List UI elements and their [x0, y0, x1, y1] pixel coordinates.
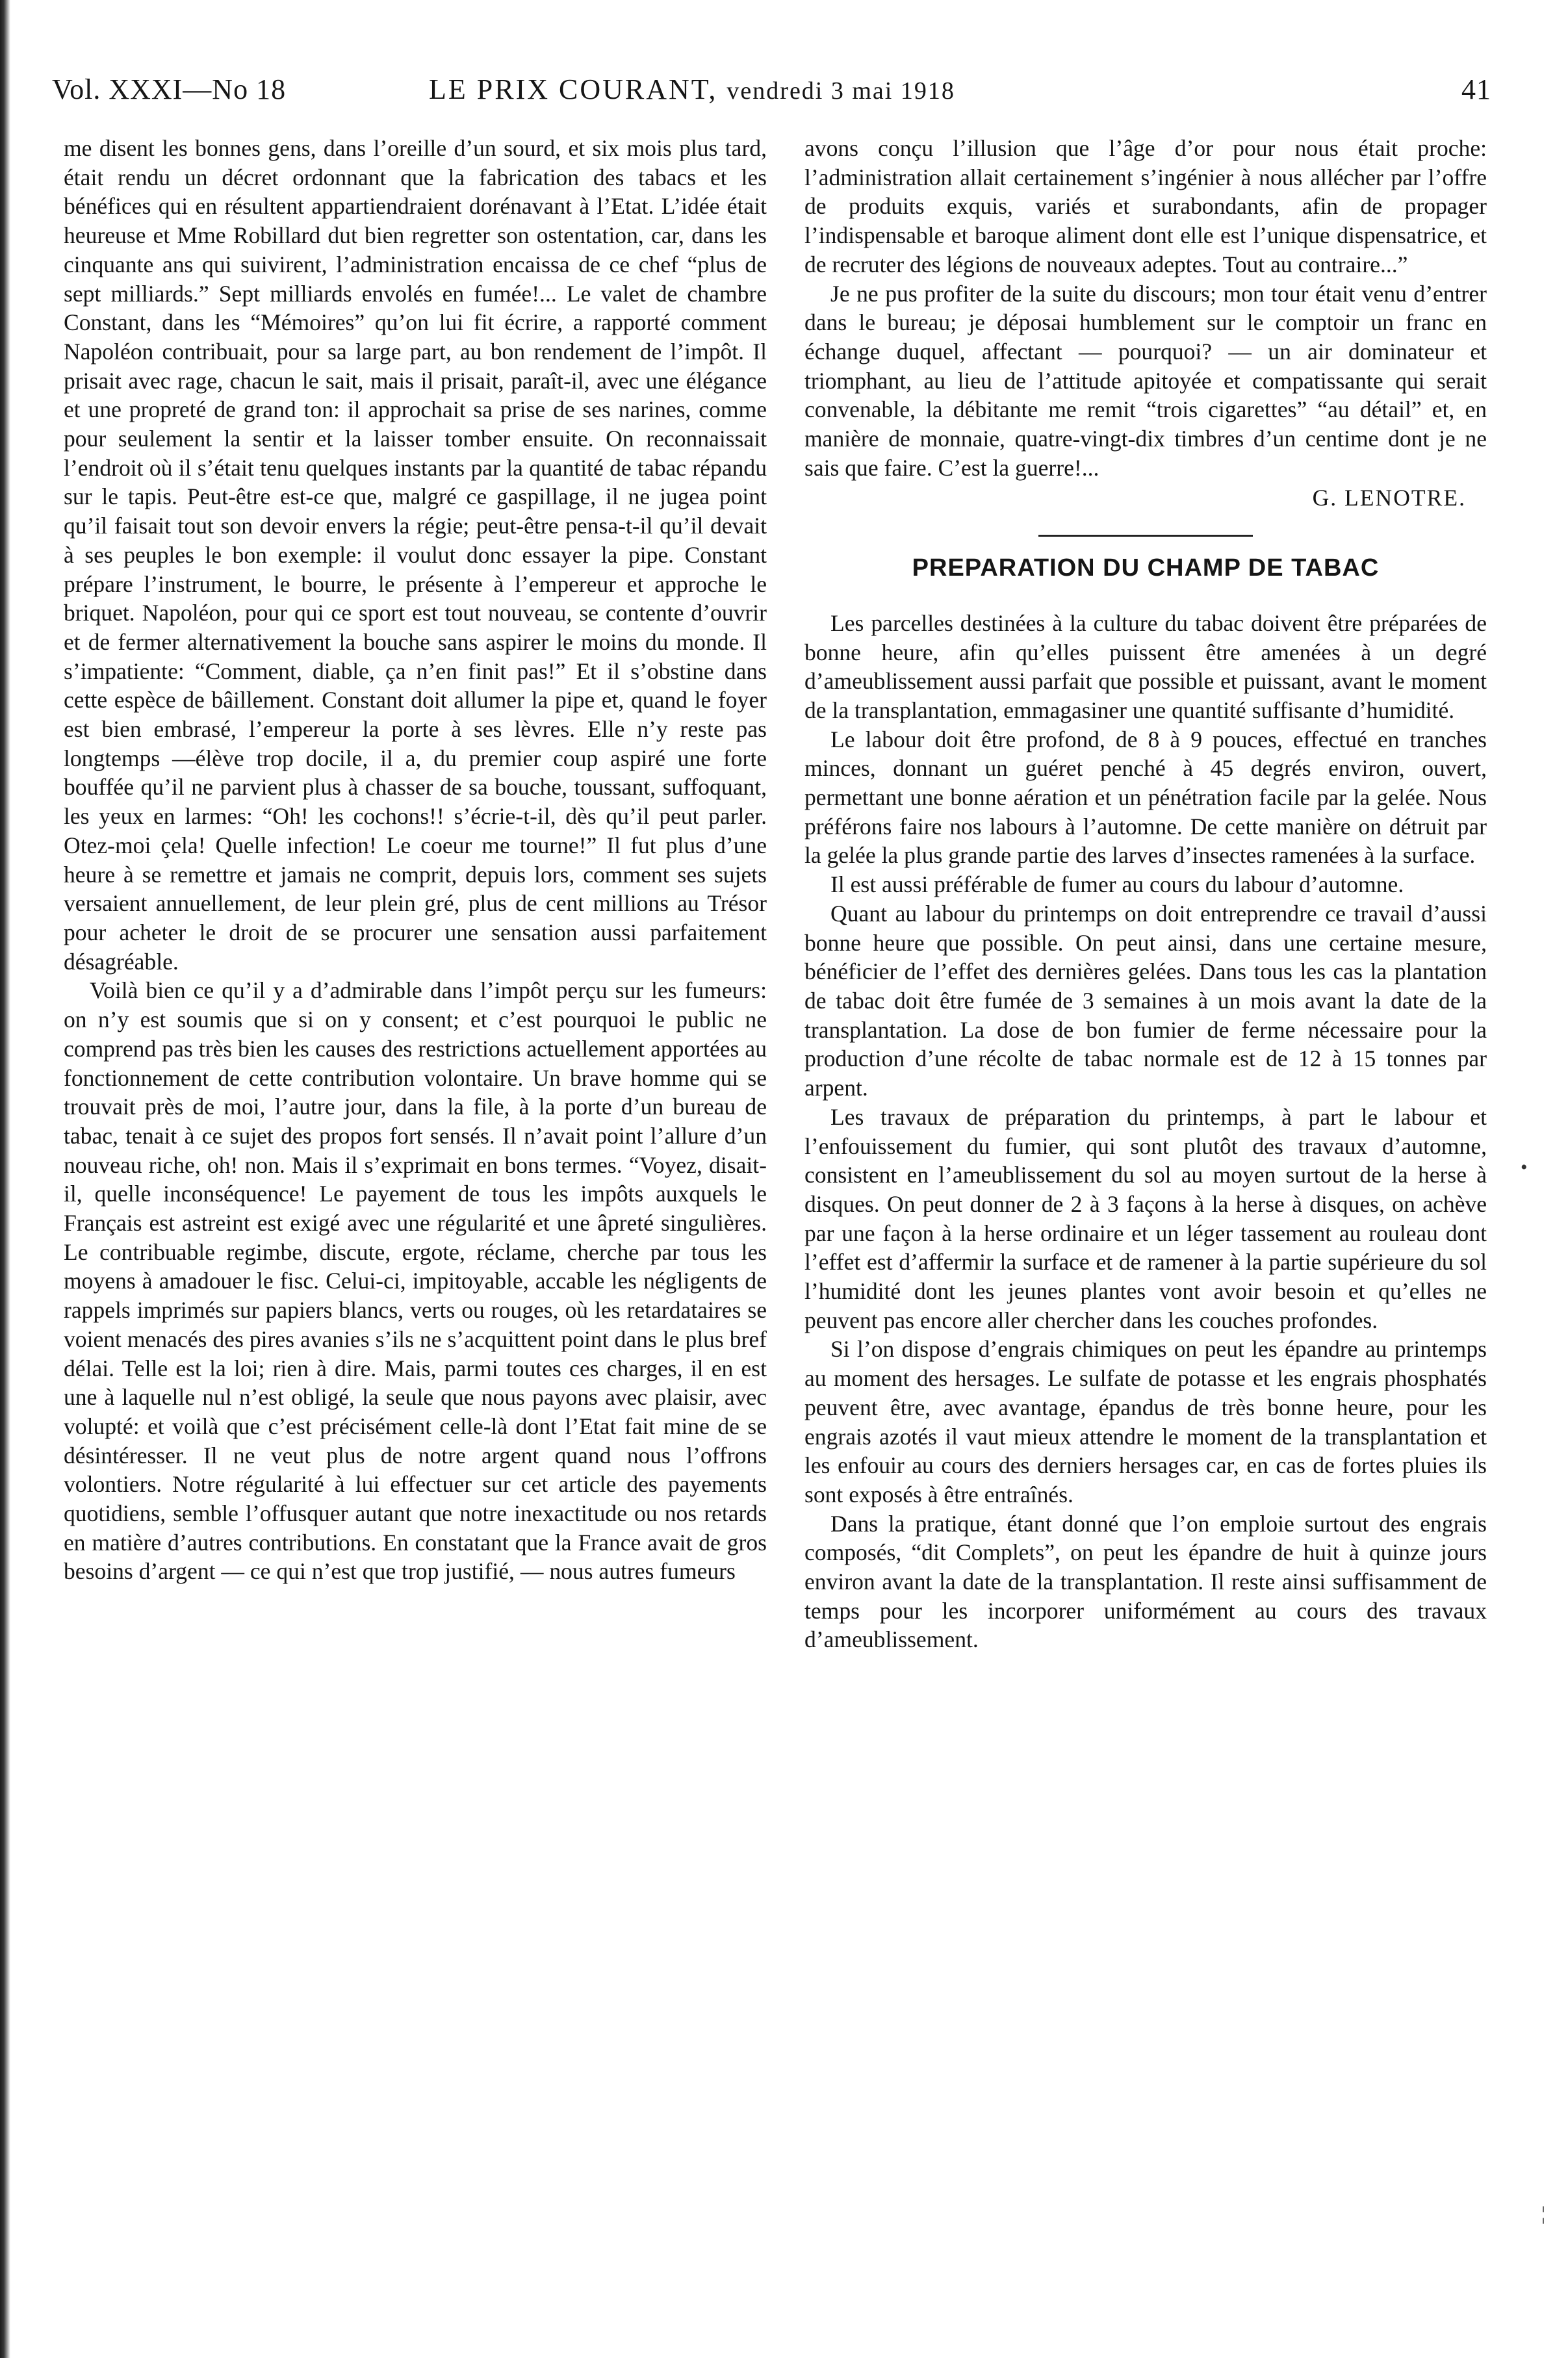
tabac-paragraph-5: Les travaux de préparation du printemps, à part le labour et l’enfouissement du fumier, qui sont plutôt des travaux d’automne, consistent en l’ameublissement du sol au moyen surtout de la herse à disques. On peut donner de 2 à 3 façons à la herse à disques, on achève par une façon à la herse ordinaire et un léger tassement au rouleau dont l’effet est d’affermir la surface et de ramener à la partie supérieure du sol l’humidité dont les jeunes plantes vont avoir besoin et qu’elles ne peuvent pas encore aller chercher dans les couches profondes. [804, 1103, 1487, 1333]
tabac-paragraph-6: Si l’on dispose d’engrais chimiques on peut les épandre au printemps au moment des hersages. Le sulfate de potasse et les engrais phosphatés peuvent être, avec avantage, épandus de très bonne heure, pour les engrais azotés il vaut mieux attendre le moment de la transplantation et les enfouir au cours des derniers hersages car, en cas de fortes pluies ils sont exposés à être entraînés. [804, 1336, 1487, 1507]
tabac-paragraph-1: Les parcelles destinées à la culture du tabac doivent être préparées de bonne heure, afin qu’elles puissent être amenées à un degré d’ameublissement aussi parfait que possible et puissant, avant le moment de la transplantation, emmagasiner une quantité suffisante d’humidité. [804, 609, 1487, 723]
author-signature: G. LENOTRE. [1312, 485, 1466, 511]
issue-date: vendredi 3 mai 1918 [726, 77, 955, 105]
left-paragraph-2: Voilà bien ce qu’il y a d’admirable dans l’impôt perçu sur les fumeurs: on n’y est soumis que si on y consent; et c’est pourquoi le public ne comprend pas très bien les causes des restrictions actuellement apportées au fonctionnement de cette contribution volontaire. Un brave homme qui se trouvait près de moi, l’autre jour, dans la file, à la porte d’un bureau de tabac, tenait à ce sujet des propos fort sensés. Il n’avait point l’allure d’un nouveau riche, oh! non. Mais il s’exprimait en bons termes. “Voyez, disait-il, quelle inconséquence! Le payement de tous les impôts auxquels le Français est astreint est exigé avec une régularité et une âpreté singulières. Le contribuable regimbe, discute, ergote, réclame, cherche par tous les moyens à amadouer le fisc. Celui-ci, impitoyable, accable les négligents de rappels imprimés sur papiers blancs, verts ou rouges, où les retardataires se voient menacés des pires avanies s’ils ne s’acquittent point dans le plus bref délai. Telle est la loi; rien à dire. Mais, parmi toutes ces charges, il en est une à laquelle nul n’est obligé, la seule que nous payons avec plaisir, avec volupté: et voilà que c’est précisément celle-là dont l’Etat fait mine de se désintéresser. Il ne veut plus de notre argent quand nous l’offrons volontiers. Notre régularité à lui effectuer sur cet article des payements quotidiens, semble l’offusquer autant que notre inexactitude ou nos retards en matière d’autres contributions. En constatant que la France avait de gros besoins d’argent — ce qui n’est que trop justifié, — nous autres fumeurs [64, 977, 767, 1585]
page-edge-shadow [0, 0, 10, 2358]
right-paragraph-2: Je ne pus profiter de la suite du discours; mon tour était venu d’entrer dans le bureau; je déposai humblement sur le comptoir un franc en échange duquel, affectant — pourquoi? — un air dominateur et triomphant, au lieu de l’attitude apitoyée et compatissante qui serait convenable, la débitante me remit “trois cigarettes” “au détail” et, en manière de monnaie, quatre-vingt-dix timbres d’un centime dont je ne sais que faire. C’est la guerre!... [804, 280, 1487, 481]
scan-speck-2: ¦ [1541, 2203, 1546, 2224]
page-number: 41 [1461, 73, 1491, 105]
volume-number: Vol. XXXI—No 18 [52, 73, 287, 105]
section-heading: PREPARATION DU CHAMP DE TABAC [912, 554, 1380, 582]
tabac-paragraph-7: Dans la pratique, étant donné que l’on emploie surtout des engrais composés, “dit Complets”, on peut les épandre de huit à quinze jours environ avant la date de la transplantation. Il reste ainsi suffisamment de temps pour les incorporer uniformément au cours des travaux d’ameublissement. [804, 1510, 1487, 1653]
section-divider [1038, 535, 1253, 537]
tabac-paragraph-4: Quant au labour du printemps on doit entreprendre ce travail d’aussi bonne heure que possible. On peut ainsi, dans une certaine mesure, bénéficier de l’effet des dernières gelées. Dans tous les cas la plantation de tabac doit être fumée de 3 semaines à un mois avant la date de la transplantation. La dose de bon fumier de ferme nécessaire pour la production d’une récolte de tabac normale est de 12 à 15 tonnes par arpent. [804, 900, 1487, 1101]
tabac-paragraph-3: Il est aussi préférable de fumer au cours du labour d’automne. [830, 871, 1404, 898]
publication-title [429, 73, 955, 106]
left-column [64, 134, 767, 1586]
right-paragraph-continued: avons conçu l’illusion que l’âge d’or pour nous était proche: l’administration allait certainement s’ingénier à nous allécher par l’offre de produits exquis, variés et surabondants, afin de propager l’indispensable et baroque aliment dont elle est l’unique dispensatrice, et de recruter des légions de nouveaux adeptes. Tout au contraire...” [804, 135, 1487, 277]
running-header [52, 73, 1491, 118]
scan-speck-1: • [1521, 1157, 1528, 1178]
publication-name: LE PRIX COURANT, [429, 73, 718, 105]
left-paragraph-1: me disent les bonnes gens, dans l’oreille d’un sourd, et six mois plus tard, était rendu un décret ordonnant que la fabrication des tabacs et les bénéfices qui en résultent appartiendraient dorénavant à l’Etat. L’idée était heureuse et Mme Robillard dut bien regretter son ostentation, car, dans les cinquante ans qui suivirent, l’administration encaissa de ce chef “plus de sept milliards.” Sept milliards envolés en fumée!... Le valet de chambre Constant, dans les “Mémoires” qu’on lui fit écrire, a rapporté comment Napoléon contribuait, pour sa large part, au bon rendement de l’impôt. Il prisait avec rage, chacun le sait, mais il prisait, paraît-il, avec une élégance et une propreté de grand ton: il approchait sa prise de ses narines, comme pour seulement la sentir et la laisser tomber ensuite. On reconnaissait l’endroit où il s’était tenu quelques instants par la quantité de tabac répandu sur le tapis. Peut-être est-ce que, malgré ce gaspillage, il ne jugea point qu’il faisait tout son devoir envers la régie; peut-être pensa-t-il qu’il devait à ses peuples le bon exemple: il voulut donc essayer la pipe. Constant prépare l’instrument, le bourre, le présente à l’empereur et approche le briquet. Napoléon, pour qui ce sport est tout nouveau, se contente d’ouvrir et de fermer alternativement la bouche sans aspirer le moins du monde. Il s’impatiente: “Comment, diable, ça n’en finit pas!” Et il s’obstine dans cette espèce de bâillement. Constant doit allumer la pipe et, quand le foyer est bien embrasé, l’empereur la porte à ses lèvres. Elle n’y reste pas longtemps —élève trop docile, il a, du premier coup aspiré une forte bouffée qu’il ne parvient plus à chasser de sa bouche, toussant, suffoquant, les yeux en larmes: “Oh! les cochons!! s’écrie-t-il, dès qu’il peut parler. Otez-moi çela! Quelle infection! Le coeur me tourne!” Il fut plus d’une heure à se remettre et jamais ne comprit, depuis lors, comment ses sujets versaient annuellement, de leur plein gré, plus de cent millions au Trésor pour acheter le droit de se procurer une sensation aussi parfaitement désagréable. [64, 135, 767, 975]
right-column [804, 134, 1487, 1654]
tabac-paragraph-2: Le labour doit être profond, de 8 à 9 pouces, effectué en tranches minces, donnant un guéret penché à 45 degrés environ, ouvert, permettant une bonne aération et un pénétration facile par la gelée. Nous préférons faire nos labours à l’automne. De cette manière on détruit par la gelée la plus grande partie des larves d’insectes ramenées à la surface. [804, 726, 1487, 869]
